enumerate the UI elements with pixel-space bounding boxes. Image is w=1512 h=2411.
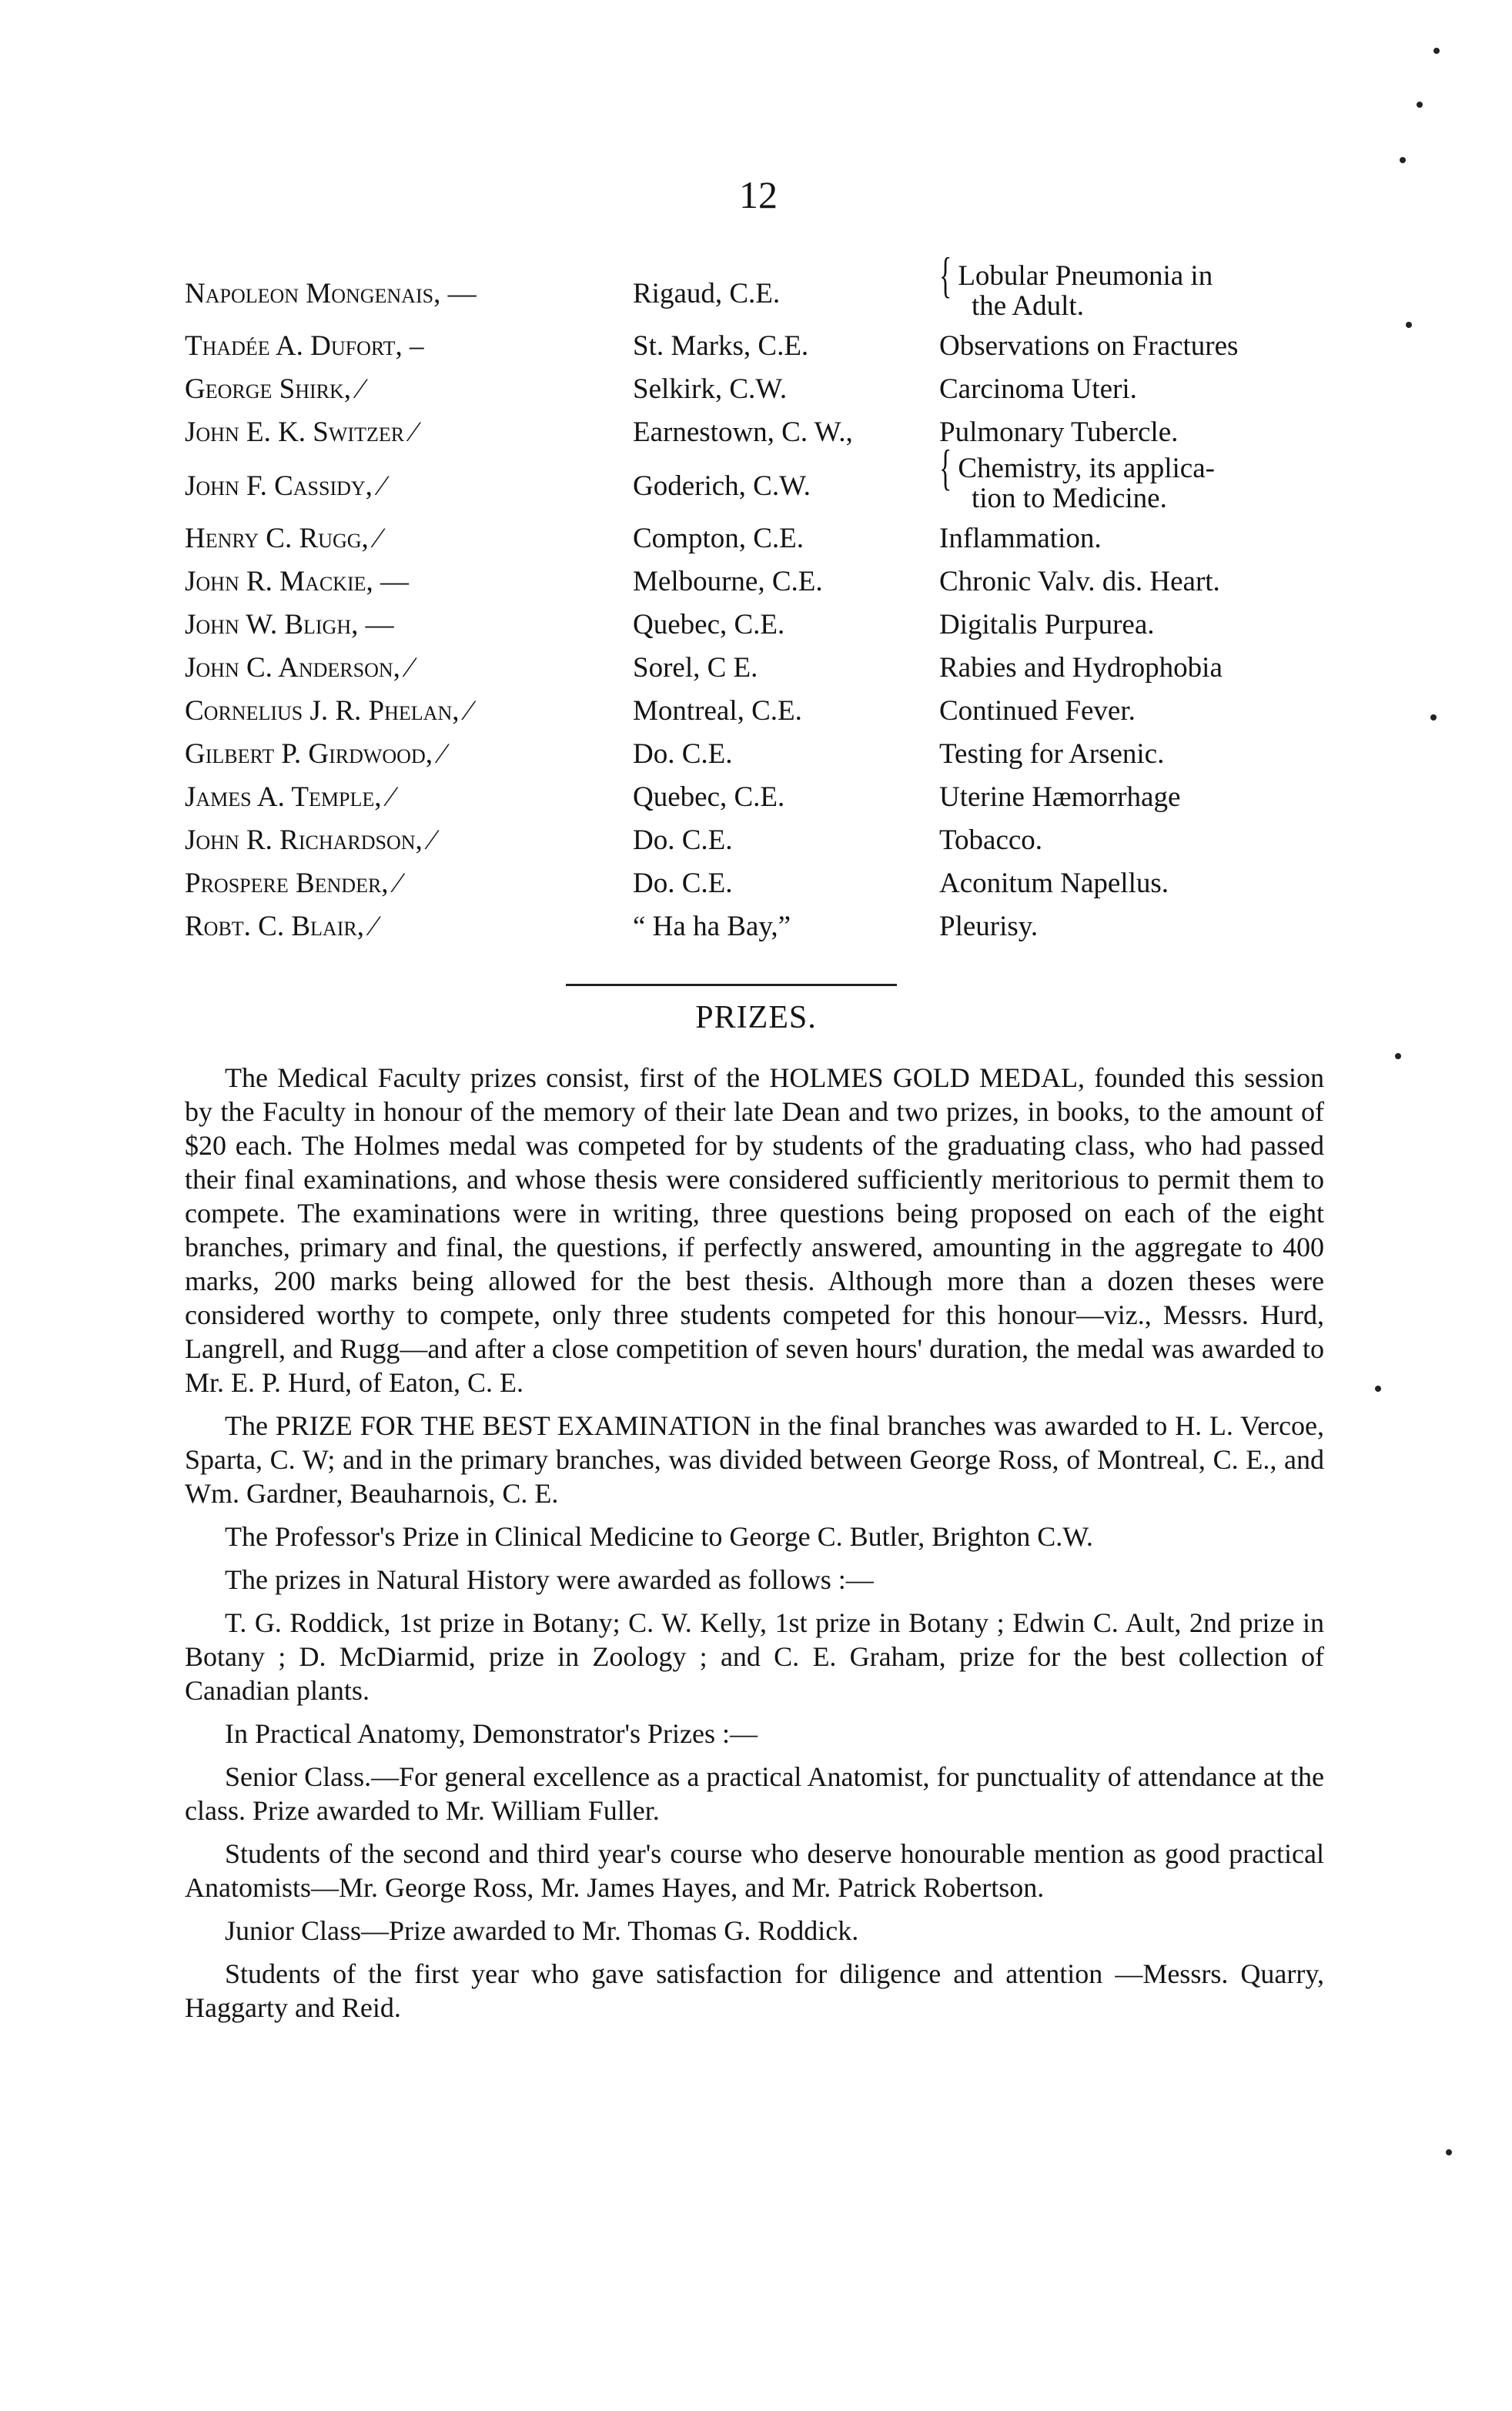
graduate-name: James A. Temple, ⁄	[185, 781, 393, 813]
paragraph: In Practical Anatomy, Demonstrator's Prizes :—	[225, 1718, 758, 1749]
brace-icon: {	[939, 249, 952, 304]
graduate-name: John E. K. Switzer ⁄	[185, 416, 416, 448]
paragraph: The prizes in Natural History were awarded as follows :—	[225, 1564, 874, 1595]
graduate-place: Montreal, C.E.	[633, 695, 802, 727]
graduate-thesis: Tobacco.	[939, 824, 1043, 856]
graduate-place: Goderich, C.W.	[633, 470, 811, 502]
graduate-row	[185, 776, 1340, 819]
graduate-place: Do. C.E.	[633, 738, 733, 770]
graduate-row	[185, 368, 1340, 411]
graduate-row	[185, 862, 1340, 905]
graduate-place: St. Marks, C.E.	[633, 330, 809, 362]
graduate-row	[185, 411, 1340, 454]
graduate-place: Compton, C.E.	[633, 523, 805, 554]
graduate-thesis: Aconitum Napellus.	[939, 868, 1169, 899]
graduates-table	[185, 249, 1340, 948]
paragraph: Students of the second and third year's course who deserve honourable mention as good practical Anatomists—Mr. George Ross, Mr. James Hayes, and Mr. Patrick Robertson.	[185, 1838, 1324, 1903]
scan-speck	[1395, 1053, 1401, 1059]
graduate-thesis: { Lobular Pneumonia in the Adult.	[939, 249, 1213, 322]
paragraph: Students of the first year who gave satisfaction for diligence and attention —Messrs. Quarry, Haggarty and Reid.	[185, 1958, 1324, 2023]
graduate-place: Quebec, C.E.	[633, 609, 785, 640]
graduate-name: John W. Bligh, —	[185, 609, 394, 640]
graduate-name: Cornelius J. R. Phelan, ⁄	[185, 695, 471, 727]
scan-speck	[1375, 1386, 1381, 1392]
graduate-thesis: Carcinoma Uteri.	[939, 373, 1137, 405]
page-number: 12	[739, 173, 778, 216]
graduate-place: Melbourne, C.E.	[633, 566, 823, 597]
graduate-thesis: Digitalis Purpurea.	[939, 609, 1155, 640]
graduate-name: John R. Mackie, —	[185, 566, 409, 597]
paragraph: Senior Class.—For general excellence as a practical Anatomist, for punctuality of attendance at the class. Prize awarded to Mr. William Fuller.	[185, 1761, 1324, 1826]
graduate-place: Earnestown, C. W.,	[633, 416, 853, 448]
graduate-name: John F. Cassidy, ⁄	[185, 470, 385, 502]
graduate-place: Sorel, C E.	[633, 652, 758, 684]
paragraph: The Professor's Prize in Clinical Medicine to George C. Butler, Brighton C.W.	[225, 1521, 1093, 1552]
graduate-row	[185, 690, 1340, 733]
graduate-row	[185, 733, 1340, 776]
graduate-thesis: Pleurisy.	[939, 911, 1039, 942]
graduate-name: Thadée A. Dufort, –	[185, 330, 424, 362]
graduate-row	[185, 249, 1340, 325]
scan-speck	[1400, 157, 1406, 163]
graduate-place: “ Ha ha Bay,”	[633, 911, 791, 942]
scan-speck	[1446, 2149, 1452, 2155]
graduate-name: John C. Anderson, ⁄	[185, 652, 413, 684]
graduate-place: Quebec, C.E.	[633, 781, 785, 813]
graduate-name: John R. Richardson, ⁄	[185, 824, 435, 856]
graduate-name: Napoleon Mongenais, —	[185, 278, 477, 309]
paragraph: The PRIZE FOR THE BEST EXAMINATION in the final branches was awarded to H. L. Vercoe, Sparta, C. W; and in the primary branches, was divided between George Ross, of Montreal, C. E., and Wm. Gardner, Beauharnois, C. E.	[185, 1410, 1324, 1509]
graduate-thesis: Inflammation.	[939, 523, 1102, 554]
graduate-row	[185, 517, 1340, 560]
graduate-row	[185, 819, 1340, 862]
graduate-name: Robt. C. Blair, ⁄	[185, 911, 376, 942]
graduate-name: Prospere Bender, ⁄	[185, 868, 400, 899]
graduate-name: George Shirk, ⁄	[185, 373, 363, 405]
graduate-place: Rigaud, C.E.	[633, 278, 781, 309]
graduate-place: Selkirk, C.W.	[633, 373, 788, 405]
graduate-row	[185, 604, 1340, 647]
graduate-name: Gilbert P. Girdwood, ⁄	[185, 738, 445, 770]
graduate-row	[185, 325, 1340, 368]
graduate-thesis: Rabies and Hydrophobia	[939, 652, 1223, 684]
graduate-thesis: Pulmonary Tubercle.	[939, 416, 1179, 448]
scan-speck	[1417, 102, 1423, 108]
paragraph: Junior Class—Prize awarded to Mr. Thomas G. Roddick.	[225, 1915, 859, 1946]
brace-icon: {	[939, 441, 952, 497]
graduate-thesis: Observations on Fractures	[939, 330, 1239, 362]
prizes-text	[185, 1061, 1324, 2034]
graduate-thesis: Uterine Hæmorrhage	[939, 781, 1181, 813]
paragraph: The Medical Faculty prizes consist, first of the HOLMES GOLD MEDAL, founded this session by the Faculty in honour of the memory of their late Dean and two prizes, in books, to the amount of $20 each. The Holmes medal was competed for by students of the graduating class, who had passed their final examinations, and whose thesis were considered sufficiently meritorious to permit them to compete. The examinations were in writing, three questions being proposed on each of the eight branches, primary and final, the questions, if perfectly answered, amounting in the aggregate to 400 marks, 200 marks being allowed for the best thesis. Although more than a dozen theses were considered worthy to compete, only three students competed for this honour—viz., Messrs. Hurd, Langrell, and Rugg—and after a close competition of seven hours' duration, the medal was awarded to Mr. E. P. Hurd, of Eaton, C. E.	[185, 1062, 1324, 1398]
paragraph: T. G. Roddick, 1st prize in Botany; C. W. Kelly, 1st prize in Botany ; Edwin C. Ault, 2nd prize in Botany ; D. McDiarmid, prize in Zoology ; and C. E. Graham, prize for the best collection of Canadian plants.	[185, 1607, 1324, 1706]
scan-speck	[1406, 322, 1412, 328]
graduate-place: Do. C.E.	[633, 868, 733, 899]
graduate-row	[185, 560, 1340, 604]
graduate-place: Do. C.E.	[633, 824, 733, 856]
graduate-row	[185, 647, 1340, 690]
graduate-name: Henry C. Rugg, ⁄	[185, 523, 381, 554]
graduate-thesis: { Chemistry, its applica- tion to Medicine.	[939, 441, 1215, 514]
section-divider	[566, 984, 897, 986]
scan-speck	[1430, 714, 1437, 721]
section-title: PRIZES.	[695, 1000, 817, 1035]
graduate-row	[185, 905, 1340, 948]
scan-speck	[1433, 48, 1440, 54]
graduate-row	[185, 441, 1340, 517]
graduate-thesis: Chronic Valv. dis. Heart.	[939, 566, 1220, 597]
graduate-thesis: Testing for Arsenic.	[939, 738, 1165, 770]
graduate-thesis: Continued Fever.	[939, 695, 1136, 727]
